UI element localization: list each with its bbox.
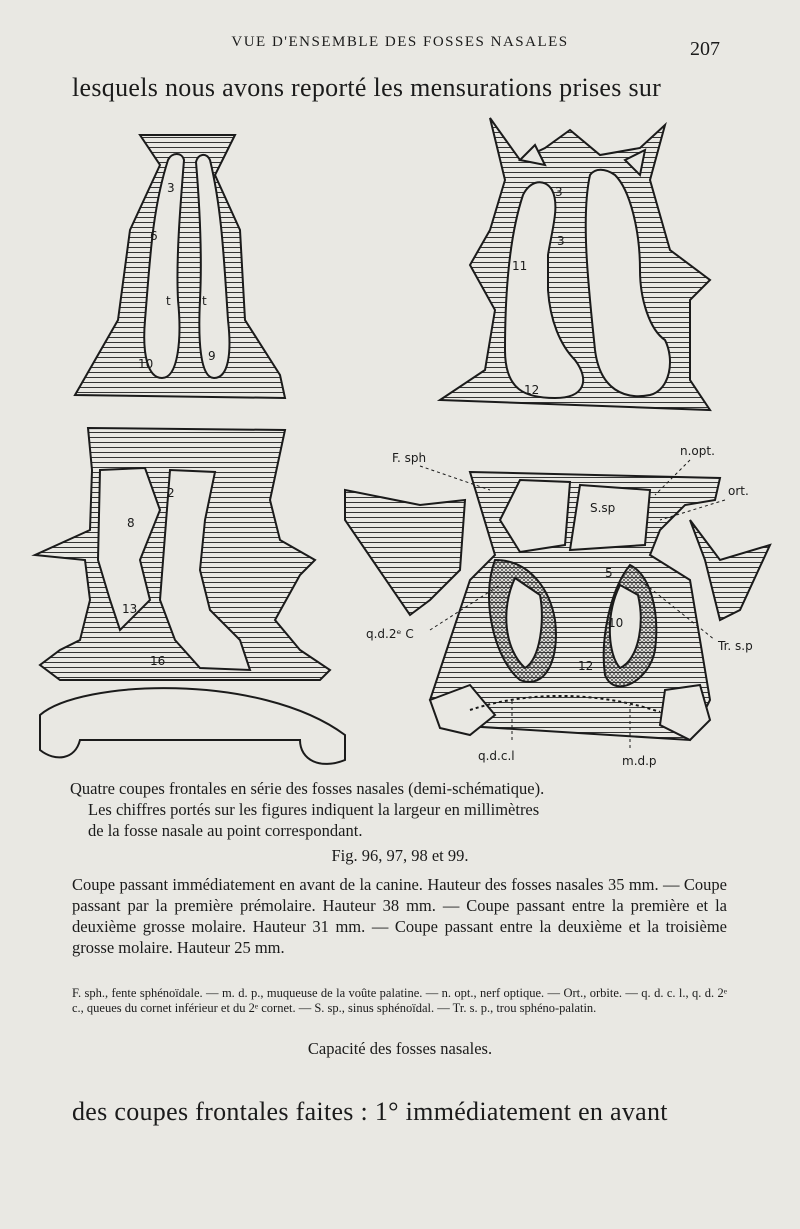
figure-legend: F. sph., fente sphénoïdale. — m. d. p., muqueuse de la voûte palatine. — n. opt., nerf optique. — Ort., orbite. — q. d. c. l., q. d. 2ᵉ c., queues du cornet inférieur et du 2ᵉ cornet. — S. sp., sinus sphénoïdal. — Tr. s. p., trou sphéno-palatin.	[72, 986, 727, 1015]
fig2-label: 12	[524, 383, 540, 397]
fig4-label-qdcl: q.d.c.l	[478, 749, 515, 763]
caption-line: Quatre coupes frontales en série des fosses nasales (demi-schématique).	[70, 779, 545, 798]
fig4-label-n-opt: n.opt.	[680, 444, 715, 458]
fig4-label-10: 10	[608, 616, 624, 630]
fig1-label: 10	[138, 357, 154, 371]
fig4-label-tr-sp: Tr. s.p	[718, 639, 753, 653]
figure-section-3	[35, 428, 345, 764]
fig3-label: 16	[150, 654, 166, 668]
fig4-label-5: 5	[605, 566, 613, 580]
running-head: VUE D'ENSEMBLE DES FOSSES NASALES	[231, 34, 569, 50]
figure-section-1	[75, 135, 285, 398]
caption-line: de la fosse nasale au point correspondant.	[88, 821, 363, 840]
fig4-label-qd2c: q.d.2ᵉ C	[366, 627, 414, 641]
figure-section-4	[345, 472, 770, 740]
fig4-label-12: 12	[578, 659, 594, 673]
fig4-label-f-sph: F. sph	[392, 451, 427, 465]
fig2-label: 11	[512, 259, 528, 273]
figure-reference: Fig. 96, 97, 98 et 99.	[331, 846, 469, 865]
fig2-label: 3	[557, 234, 565, 248]
description-text: Coupe passant immédiatement en avant de la canine. Hauteur des fosses nasales 35 mm. — Coupe passant par la première prémolaire. Hauteur 38 mm. — Coupe passant entre la première et la deuxième grosse molaire. Hauteur 31 mm. — Coupe passant entre la deuxième et la troisième grosse molaire. Hauteur 25 mm.	[72, 875, 727, 957]
figure-caption	[70, 778, 730, 841]
fig4-label-mdp: m.d.p	[622, 754, 657, 768]
fig1-label: 3	[167, 181, 175, 195]
fig1-label: t	[166, 294, 171, 308]
fig1-label: t	[202, 294, 207, 308]
body-text-top: lesquels nous avons reporté les mensurations prises sur	[72, 73, 662, 102]
fig4-label-ort: ort.	[728, 484, 749, 498]
fig3-label: 2	[167, 486, 175, 500]
fig1-label: 6	[150, 229, 158, 243]
fig3-label: 8	[127, 516, 135, 530]
figure-description	[72, 874, 727, 958]
body-text-bottom: des coupes frontales faites : 1° immédiatement en avant	[72, 1097, 668, 1126]
caption-line: Les chiffres portés sur les figures indiquent la largeur en millimètres	[88, 800, 540, 819]
fig1-label: 9	[208, 349, 216, 363]
fig3-label: 13	[122, 602, 138, 616]
fig4-label-s-sp: S.sp	[590, 501, 616, 515]
figure-section-2	[440, 118, 710, 410]
anatomical-figure	[0, 100, 800, 780]
section-heading: Capacité des fosses nasales.	[307, 1039, 493, 1058]
fig2-label: 3	[555, 185, 563, 199]
page-number: 207	[690, 38, 720, 60]
